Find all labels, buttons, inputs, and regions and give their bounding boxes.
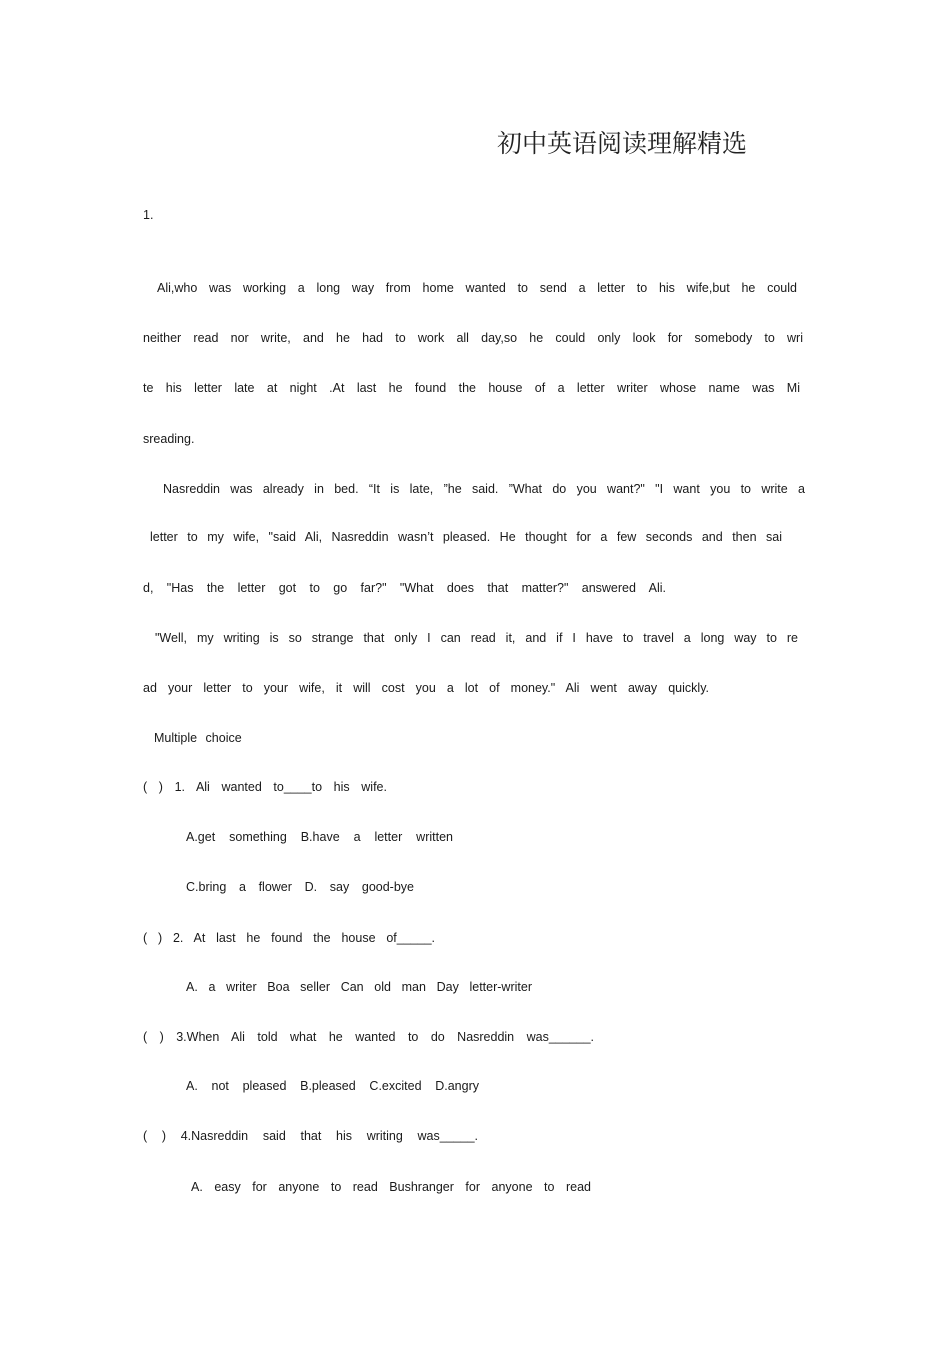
passage-line-8: "Well, my writing is so strange that only I can read it, and if I have to travel a long way to re	[155, 631, 798, 645]
passage-line-6: letter to my wife, "said Ali, Nasreddin wasn’t pleased. He thought for a few seconds and then sai	[150, 530, 782, 544]
question-1-options-c-d: C.bring a flower D. say good-bye	[186, 880, 414, 894]
passage-line-7: d, "Has the letter got to go far?" "What does that matter?" answered Ali.	[143, 581, 666, 595]
item-number: 1.	[143, 208, 154, 222]
question-1-options-a-b: A.get something B.have a letter written	[186, 830, 453, 844]
question-3-options: A. not pleased B.pleased C.excited D.angry	[186, 1079, 479, 1093]
question-3-stem: ( ) 3.When Ali told what he wanted to do Nasreddin was______.	[143, 1030, 594, 1044]
passage-line-2: neither read nor write, and he had to work all day,so he could only look for somebody to wri	[143, 331, 803, 345]
passage-line-9: ad your letter to your wife, it will cost you a lot of money." Ali went away quickly.	[143, 681, 709, 695]
passage-line-1: Ali,who was working a long way from home wanted to send a letter to his wife,but he could	[157, 281, 797, 295]
page-title: 初中英语阅读理解精选	[497, 129, 748, 158]
passage-line-4: sreading.	[143, 432, 195, 446]
question-1-stem: ( ) 1. Ali wanted to____to his wife.	[143, 780, 387, 794]
passage-line-3: te his letter late at night .At last he found the house of a letter writer whose name was Mi	[143, 381, 800, 395]
question-4-options: A. easy for anyone to read Bushranger for anyone to read	[191, 1180, 591, 1194]
section-label: Multiple choice	[154, 731, 242, 745]
passage-line-5: Nasreddin was already in bed. “It is late, ”he said. ”What do you want?" "I want you to write a	[163, 482, 805, 496]
question-2-options: A. a writer Boa seller Can old man Day letter-writer	[186, 980, 532, 994]
question-2-stem: ( ) 2. At last he found the house of_____.	[143, 931, 435, 945]
question-4-stem: ( ) 4.Nasreddin said that his writing was_____.	[143, 1129, 478, 1143]
